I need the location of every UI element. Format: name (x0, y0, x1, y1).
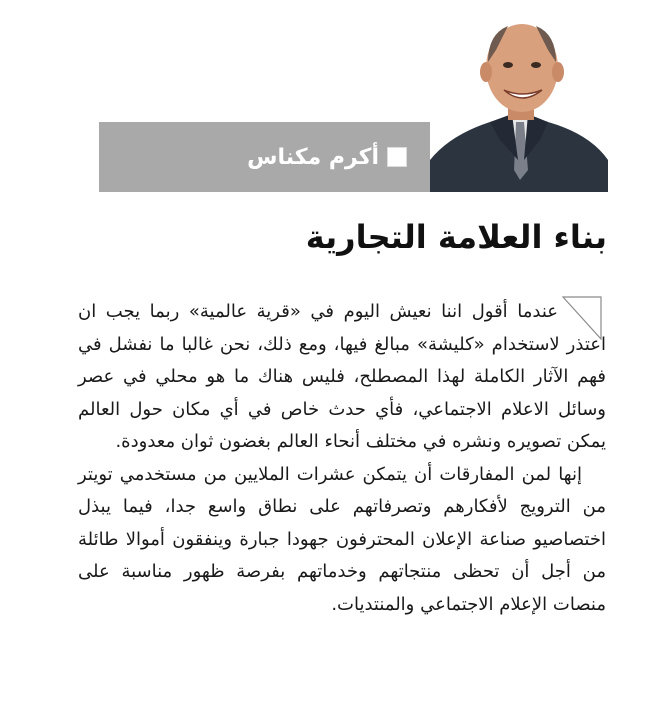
article-body (78, 296, 606, 621)
author-label (247, 142, 407, 172)
article-paragraph: عندما أقول اننا نعيش اليوم في «قرية عالمية» ربما يجب ان اعتذر لاستخدام «كليشة» مبالغ فيها، ومع ذلك، نحن غالبا ما نفشل في فهم الآثار الكاملة لهذا المصطلح، فليس هناك ما هو محلي في عصر وسائل الاعلام الاجتماعي، فأي حدث خاص في أي مكان حول العالم يمكن تصويره ونشره في مختلف أنحاء العالم بغضون ثوان معدودة. (78, 301, 606, 452)
article-title: بناء العلامة التجارية (305, 218, 607, 256)
author-name: أكرم مكناس (247, 144, 379, 170)
square-bullet-icon (387, 147, 407, 167)
author-photo (430, 10, 608, 192)
article-paragraph: إنها لمن المفارقات أن يتمكن عشرات الملايين من مستخدمي تويتر من الترويج لأفكارهم وتصرفاتهم على نطاق واسع جدا، فيما يبذل اختصاصيو صناعة الإعلان المحترفون جهودا جبارة وينفقون أموالا طائلة من أجل أن تحظى منتجاتهم وخدماتهم بفرصة ظهور مناسبة على منصات الإعلام الاجتماعي والمنتديات. (78, 463, 606, 615)
